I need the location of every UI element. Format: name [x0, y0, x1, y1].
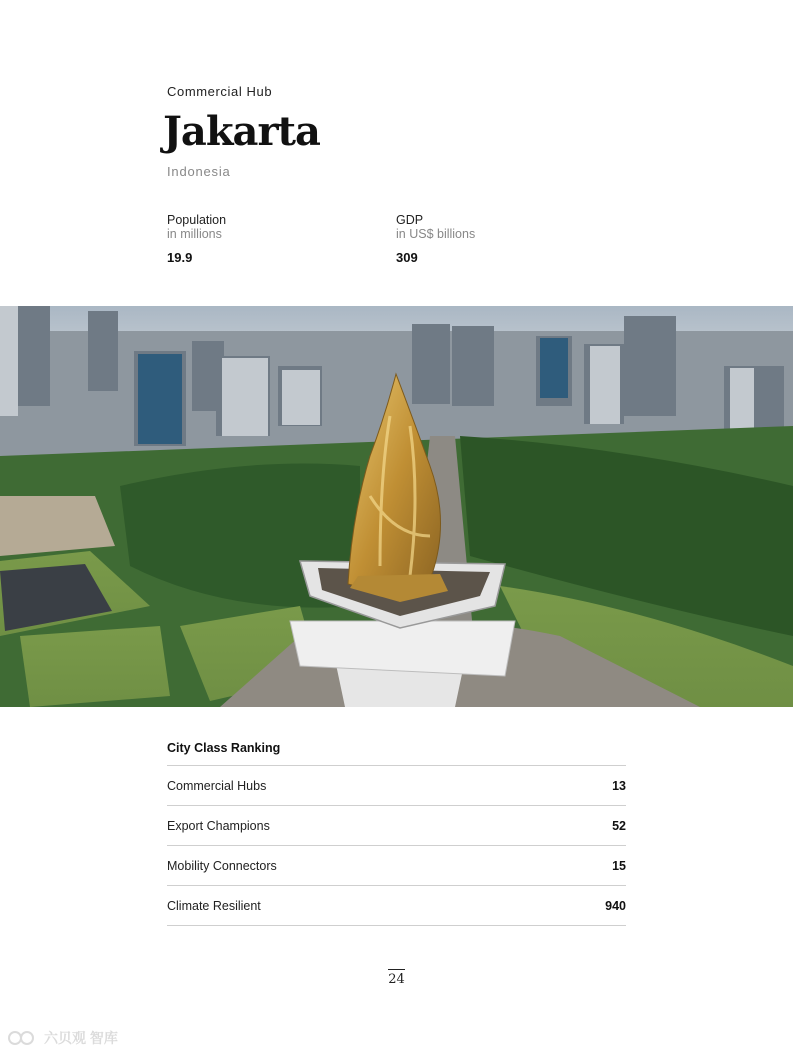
ranking-row-value: 940 — [605, 898, 626, 913]
page-number-text: 24 — [388, 969, 405, 987]
ranking-title: City Class Ranking — [167, 740, 626, 766]
watermark-text: 六贝观 智库 — [44, 1030, 118, 1046]
ranking-row-label: Commercial Hubs — [167, 778, 267, 793]
watermark-icon — [8, 1029, 40, 1047]
population-label: Population — [167, 213, 227, 227]
ranking-row-label: Export Champions — [167, 818, 270, 833]
city-class-ranking-table — [167, 740, 626, 926]
gdp-unit: in US$ billions — [396, 227, 476, 241]
city-class-category: Commercial Hub — [167, 84, 273, 99]
gdp-stat — [396, 213, 475, 265]
ranking-row-value: 15 — [612, 858, 626, 873]
ranking-row — [167, 806, 626, 846]
population-stat — [167, 213, 226, 265]
ranking-row — [167, 846, 626, 886]
page-number — [0, 969, 793, 987]
ranking-row-label: Climate Resilient — [167, 898, 261, 913]
watermark-logo — [8, 1028, 118, 1048]
ranking-row-value: 52 — [612, 818, 626, 833]
city-aerial-photo — [0, 306, 793, 707]
population-value: 19.9 — [167, 250, 193, 265]
gdp-value: 309 — [396, 250, 418, 265]
city-name-title: Jakarta — [163, 108, 320, 155]
ranking-row — [167, 886, 626, 926]
population-unit: in millions — [167, 227, 222, 241]
ranking-row — [167, 766, 626, 806]
gdp-label: GDP — [396, 213, 424, 227]
country-name: Indonesia — [167, 164, 231, 179]
ranking-row-value: 13 — [612, 778, 626, 793]
ranking-row-label: Mobility Connectors — [167, 858, 277, 873]
